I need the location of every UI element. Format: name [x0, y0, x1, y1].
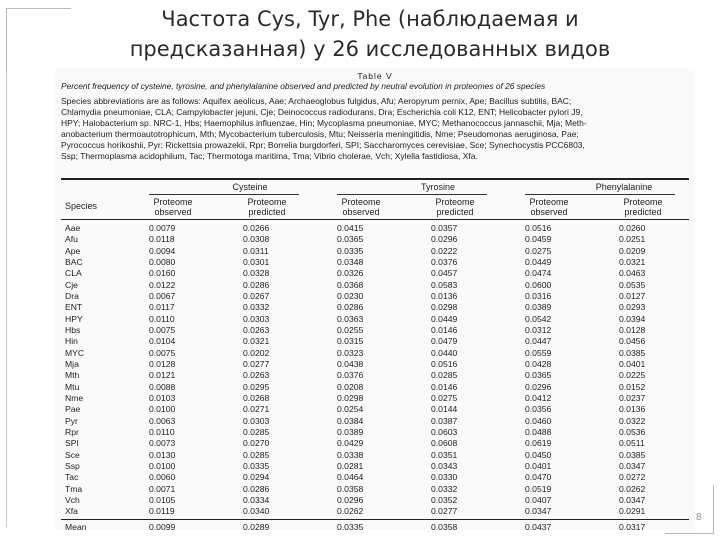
- value-cell: 0.0600: [525, 279, 552, 290]
- header-text: Proteome: [529, 197, 569, 207]
- value-cell: 0.0365: [525, 370, 552, 381]
- value-cell: 0.0603: [431, 426, 458, 437]
- value-cell: 0.0321: [243, 336, 270, 347]
- value-cell: 0.0394: [619, 313, 646, 324]
- value-cell: 0.0470: [525, 472, 552, 483]
- value-cell: 0.0449: [525, 256, 552, 267]
- value-cell: 0.0296: [525, 381, 552, 392]
- header-text: Proteome: [247, 197, 287, 207]
- value-cell: 0.0230: [337, 290, 364, 301]
- value-cell: 0.0365: [337, 234, 364, 245]
- species-cell: Sce: [65, 449, 80, 460]
- value-cell: 0.0335: [243, 460, 270, 471]
- value-cell: 0.0323: [337, 347, 364, 358]
- header-cys-predicted: [235, 197, 299, 217]
- value-cell: 0.0335: [337, 245, 364, 256]
- value-cell: 0.0144: [431, 404, 458, 415]
- value-cell: 0.0281: [337, 460, 364, 471]
- value-cell: 0.0071: [149, 483, 176, 494]
- value-cell: 0.0079: [149, 223, 176, 233]
- species-cell: Ssp: [65, 460, 80, 471]
- value-cell: 0.0285: [243, 426, 270, 437]
- header-text: Proteome: [153, 197, 193, 207]
- value-cell: 0.0332: [243, 302, 270, 313]
- value-cell: 0.0099: [149, 521, 176, 530]
- value-cell: 0.0103: [149, 392, 176, 403]
- table-row: [55, 257, 695, 268]
- value-cell: 0.0286: [243, 483, 270, 494]
- value-cell: 0.0301: [243, 256, 270, 267]
- value-cell: 0.0128: [149, 358, 176, 369]
- value-cell: 0.0389: [337, 426, 364, 437]
- species-cell: Pae: [65, 404, 81, 415]
- species-cell: Mtu: [65, 381, 80, 392]
- value-cell: 0.0295: [243, 381, 270, 392]
- value-cell: 0.0326: [337, 268, 364, 279]
- value-cell: 0.0407: [525, 494, 552, 505]
- value-cell: 0.0275: [525, 245, 552, 256]
- header-cys-observed: [141, 197, 205, 217]
- species-cell: CLA: [65, 268, 82, 279]
- slide-title: [90, 4, 650, 64]
- value-cell: 0.0463: [619, 268, 646, 279]
- value-cell: 0.0100: [149, 404, 176, 415]
- value-cell: 0.0277: [431, 506, 458, 517]
- value-cell: 0.0519: [525, 483, 552, 494]
- abbreviation-line: anobacterium thermoautotrophicum, Mth; Mycobacterium tuberculosis, Mtu; Neisseria meningitidis, Nme; Pseudomonas aeruginosa, Pae;: [61, 129, 579, 139]
- value-cell: 0.0330: [431, 472, 458, 483]
- value-cell: 0.0293: [619, 302, 646, 313]
- value-cell: 0.0363: [337, 313, 364, 324]
- value-cell: 0.0347: [619, 460, 646, 471]
- value-cell: 0.0277: [243, 358, 270, 369]
- table-row: [55, 370, 695, 381]
- value-cell: 0.0094: [149, 245, 176, 256]
- value-cell: 0.0260: [619, 223, 646, 233]
- abbreviation-line: Ssp; Thermoplasma acidophilum, Tac; Thermotoga maritima, Tma; Vibrio cholerae, Vch; Xylella fastidiosa, Xfa.: [61, 151, 478, 161]
- value-cell: 0.0347: [525, 506, 552, 517]
- value-cell: 0.0429: [337, 438, 364, 449]
- frame-corner-top-left: [6, 8, 71, 73]
- table-row: [55, 302, 695, 313]
- table-caption: Percent frequency of cysteine, tyrosine, and phenylalanine observed and predicted by neutral evolution in proteomes of 26 species: [61, 81, 546, 91]
- header-tyr-predicted: [423, 197, 487, 217]
- abbreviation-line: Chlamydia pneumoniae, CLA; Campylobacter jejuni, Cje; Deinococcus radiodurans, Dra; Escherichia coli K12, ENT; Helicobacter pylori J9,: [61, 107, 583, 117]
- value-cell: 0.0060: [149, 472, 176, 483]
- species-cell: HPY: [65, 313, 83, 324]
- table-row: [55, 246, 695, 257]
- value-cell: 0.0351: [431, 449, 458, 460]
- value-cell: 0.0376: [337, 370, 364, 381]
- value-cell: 0.0488: [525, 426, 552, 437]
- species-cell: Ape: [65, 245, 81, 256]
- value-cell: 0.0440: [431, 347, 458, 358]
- table-row: [55, 348, 695, 359]
- abbreviation-line: Species abbreviations are as follows: Aquifex aeolicus, Aae; Archaeoglobus fulgidus, Afu; Aeropyrum pernix, Ape; Bacillus subtilis, BAC;: [61, 96, 572, 106]
- group-header-phenylalanine: Phenylalanine: [595, 182, 653, 192]
- table-row: [55, 325, 695, 336]
- value-cell: 0.0447: [525, 336, 552, 347]
- species-cell: Pyr: [65, 415, 78, 426]
- value-cell: 0.0146: [431, 381, 458, 392]
- header-text: observed: [530, 207, 568, 217]
- value-cell: 0.0146: [431, 324, 458, 335]
- value-cell: 0.0511: [619, 438, 645, 449]
- value-cell: 0.0289: [243, 521, 270, 530]
- species-cell: BAC: [65, 256, 83, 267]
- value-cell: 0.0542: [525, 313, 552, 324]
- value-cell: 0.0127: [619, 290, 646, 301]
- value-cell: 0.0303: [243, 313, 270, 324]
- species-cell: ENT: [65, 302, 83, 313]
- header-phe-predicted: [611, 197, 675, 217]
- value-cell: 0.0303: [243, 415, 270, 426]
- species-cell: Dra: [65, 290, 79, 301]
- group-underline: [525, 194, 675, 195]
- value-cell: 0.0110: [149, 313, 175, 324]
- species-cell: Tma: [65, 483, 83, 494]
- value-cell: 0.0298: [431, 302, 458, 313]
- value-cell: 0.0130: [149, 449, 176, 460]
- table-row: [55, 291, 695, 302]
- value-cell: 0.0516: [431, 358, 458, 369]
- value-cell: 0.0356: [525, 404, 552, 415]
- value-cell: 0.0449: [431, 313, 458, 324]
- value-cell: 0.0121: [149, 370, 176, 381]
- value-cell: 0.0271: [243, 404, 270, 415]
- header-text: observed: [154, 207, 192, 217]
- value-cell: 0.0152: [619, 381, 646, 392]
- species-cell: Mth: [65, 370, 80, 381]
- group-underline: [337, 194, 487, 195]
- value-cell: 0.0401: [619, 358, 646, 369]
- table-row: [55, 484, 695, 495]
- species-cell: Mean: [65, 521, 87, 530]
- frame-left-line: [6, 72, 7, 527]
- value-cell: 0.0583: [431, 279, 458, 290]
- table-row: [55, 450, 695, 461]
- table-row: [55, 461, 695, 472]
- value-cell: 0.0385: [619, 347, 646, 358]
- table-row: [55, 280, 695, 291]
- header-phe-observed: [517, 197, 581, 217]
- header-text: predicted: [436, 207, 474, 217]
- header-text: predicted: [624, 207, 662, 217]
- table-row: [55, 404, 695, 415]
- value-cell: 0.0608: [431, 438, 458, 449]
- value-cell: 0.0067: [149, 290, 176, 301]
- header-text: Proteome: [623, 197, 663, 207]
- table-row: [55, 506, 695, 517]
- species-cell: Nme: [65, 392, 84, 403]
- table-scan-image: [55, 68, 695, 530]
- value-cell: 0.0117: [149, 302, 175, 313]
- value-cell: 0.0619: [525, 438, 552, 449]
- value-cell: 0.0347: [619, 494, 646, 505]
- value-cell: 0.0237: [619, 392, 646, 403]
- value-cell: 0.0535: [619, 279, 646, 290]
- value-cell: 0.0384: [337, 415, 364, 426]
- table-row: [55, 416, 695, 427]
- header-text: Proteome: [435, 197, 475, 207]
- value-cell: 0.0401: [525, 460, 552, 471]
- table-row: [55, 336, 695, 347]
- value-cell: 0.0073: [149, 438, 176, 449]
- value-cell: 0.0457: [431, 268, 458, 279]
- value-cell: 0.0286: [337, 302, 364, 313]
- value-cell: 0.0464: [337, 472, 364, 483]
- value-cell: 0.0272: [619, 472, 646, 483]
- value-cell: 0.0415: [337, 223, 364, 233]
- table-row: [55, 359, 695, 370]
- header-tyr-observed: [329, 197, 393, 217]
- value-cell: 0.0118: [149, 234, 175, 245]
- table-row: [55, 268, 695, 279]
- value-cell: 0.0335: [337, 521, 364, 530]
- value-cell: 0.0298: [337, 392, 364, 403]
- group-header-cysteine: Cysteine: [232, 182, 268, 192]
- value-cell: 0.0516: [525, 223, 552, 233]
- value-cell: 0.0254: [337, 404, 364, 415]
- value-cell: 0.0294: [243, 472, 270, 483]
- value-cell: 0.0317: [619, 521, 646, 530]
- value-cell: 0.0428: [525, 358, 552, 369]
- value-cell: 0.0357: [431, 223, 458, 233]
- value-cell: 0.0438: [337, 358, 364, 369]
- value-cell: 0.0328: [243, 268, 270, 279]
- value-cell: 0.0267: [243, 290, 270, 301]
- value-cell: 0.0136: [619, 404, 646, 415]
- value-cell: 0.0387: [431, 415, 458, 426]
- value-cell: 0.0296: [431, 234, 458, 245]
- slide-title-line-1: Частота Cys, Tyr, Phe (наблюдаемая и: [161, 7, 579, 31]
- value-cell: 0.0075: [149, 347, 176, 358]
- species-abbreviations: [61, 96, 691, 162]
- header-text: predicted: [248, 207, 286, 217]
- abbreviation-line: HPY; Halobacterium sp. NRC-1, Hbs; Haemophilus influenzae, Hin; Mycoplasma pneumoniae, MYC; Methanococcus jannaschii, Mja; Meth-: [61, 118, 587, 128]
- value-cell: 0.0536: [619, 426, 646, 437]
- table-header-rule: [61, 219, 689, 220]
- value-cell: 0.0332: [431, 483, 458, 494]
- value-cell: 0.0222: [431, 245, 458, 256]
- value-cell: 0.0334: [243, 494, 270, 505]
- species-cell: Aae: [65, 223, 81, 233]
- value-cell: 0.0322: [619, 415, 646, 426]
- table-row: [55, 234, 695, 245]
- value-cell: 0.0266: [243, 223, 270, 233]
- value-cell: 0.0270: [243, 438, 270, 449]
- value-cell: 0.0209: [619, 245, 646, 256]
- value-cell: 0.0063: [149, 415, 176, 426]
- table-row: [55, 495, 695, 506]
- value-cell: 0.0255: [337, 324, 364, 335]
- value-cell: 0.0136: [431, 290, 458, 301]
- value-cell: 0.0437: [525, 521, 552, 530]
- value-cell: 0.0291: [619, 506, 646, 517]
- value-cell: 0.0352: [431, 494, 458, 505]
- table-label: Table V: [357, 71, 393, 81]
- table-row: [55, 314, 695, 325]
- value-cell: 0.0285: [431, 370, 458, 381]
- value-cell: 0.0338: [337, 449, 364, 460]
- table-row: [55, 223, 695, 234]
- value-cell: 0.0412: [525, 392, 552, 403]
- value-cell: 0.0088: [149, 381, 176, 392]
- value-cell: 0.0128: [619, 324, 646, 335]
- value-cell: 0.0479: [431, 336, 458, 347]
- slide-title-line-2: предсказанная) у 26 исследованных видов: [129, 37, 611, 61]
- value-cell: 0.0119: [149, 506, 175, 517]
- table-row: [55, 438, 695, 449]
- value-cell: 0.0275: [431, 392, 458, 403]
- table-row: [55, 393, 695, 404]
- value-cell: 0.0358: [431, 521, 458, 530]
- header-text: Proteome: [341, 197, 381, 207]
- species-cell: SPI: [65, 438, 79, 449]
- value-cell: 0.0225: [619, 370, 646, 381]
- value-cell: 0.0358: [337, 483, 364, 494]
- value-cell: 0.0308: [243, 234, 270, 245]
- value-cell: 0.0202: [243, 347, 270, 358]
- value-cell: 0.0122: [149, 279, 176, 290]
- page-number: 8: [695, 512, 702, 523]
- table-row: [55, 427, 695, 438]
- group-underline: [149, 194, 299, 195]
- value-cell: 0.0251: [619, 234, 646, 245]
- species-cell: Rpr: [65, 426, 79, 437]
- value-cell: 0.0368: [337, 279, 364, 290]
- table-row: [55, 472, 695, 483]
- value-cell: 0.0316: [525, 290, 552, 301]
- value-cell: 0.0321: [619, 256, 646, 267]
- value-cell: 0.0208: [337, 381, 364, 392]
- value-cell: 0.0080: [149, 256, 176, 267]
- value-cell: 0.0312: [525, 324, 552, 335]
- value-cell: 0.0286: [243, 279, 270, 290]
- value-cell: 0.0296: [337, 494, 364, 505]
- value-cell: 0.0343: [431, 460, 458, 471]
- value-cell: 0.0376: [431, 256, 458, 267]
- header-species: Species: [65, 201, 98, 211]
- value-cell: 0.0389: [525, 302, 552, 313]
- value-cell: 0.0456: [619, 336, 646, 347]
- value-cell: 0.0110: [149, 426, 175, 437]
- species-cell: Hbs: [65, 324, 81, 335]
- species-cell: MYC: [65, 347, 85, 358]
- table-body: [55, 223, 695, 530]
- value-cell: 0.0104: [149, 336, 176, 347]
- species-cell: Mja: [65, 358, 79, 369]
- value-cell: 0.0075: [149, 324, 176, 335]
- value-cell: 0.0311: [243, 245, 269, 256]
- value-cell: 0.0460: [525, 415, 552, 426]
- table-mean-rule: [61, 519, 689, 520]
- table-row: [55, 382, 695, 393]
- species-cell: Xfa: [65, 506, 78, 517]
- value-cell: 0.0450: [525, 449, 552, 460]
- species-cell: Afu: [65, 234, 78, 245]
- value-cell: 0.0285: [243, 449, 270, 460]
- species-cell: Cje: [65, 279, 78, 290]
- species-cell: Hin: [65, 336, 78, 347]
- value-cell: 0.0474: [525, 268, 552, 279]
- table-row-mean: [55, 522, 695, 530]
- group-header-tyrosine: Tyrosine: [420, 182, 455, 192]
- value-cell: 0.0263: [243, 370, 270, 381]
- header-text: observed: [342, 207, 380, 217]
- value-cell: 0.0263: [243, 324, 270, 335]
- value-cell: 0.0385: [619, 449, 646, 460]
- value-cell: 0.0315: [337, 336, 364, 347]
- species-cell: Tac: [65, 472, 79, 483]
- abbreviation-line: Pyrococcus horikoshii, Pyr; Rickettsia prowazekii, Rpr; Borrelia burgdorferi, SPI; Saccharomyces cerevisiae, Sce; Synechocystis PCC6803,: [61, 140, 585, 150]
- value-cell: 0.0262: [619, 483, 646, 494]
- value-cell: 0.0340: [243, 506, 270, 517]
- value-cell: 0.0262: [337, 506, 364, 517]
- species-cell: Vch: [65, 494, 80, 505]
- value-cell: 0.0459: [525, 234, 552, 245]
- table-top-rule: [61, 178, 689, 180]
- value-cell: 0.0160: [149, 268, 176, 279]
- value-cell: 0.0100: [149, 460, 176, 471]
- value-cell: 0.0105: [149, 494, 176, 505]
- value-cell: 0.0268: [243, 392, 270, 403]
- value-cell: 0.0348: [337, 256, 364, 267]
- value-cell: 0.0559: [525, 347, 552, 358]
